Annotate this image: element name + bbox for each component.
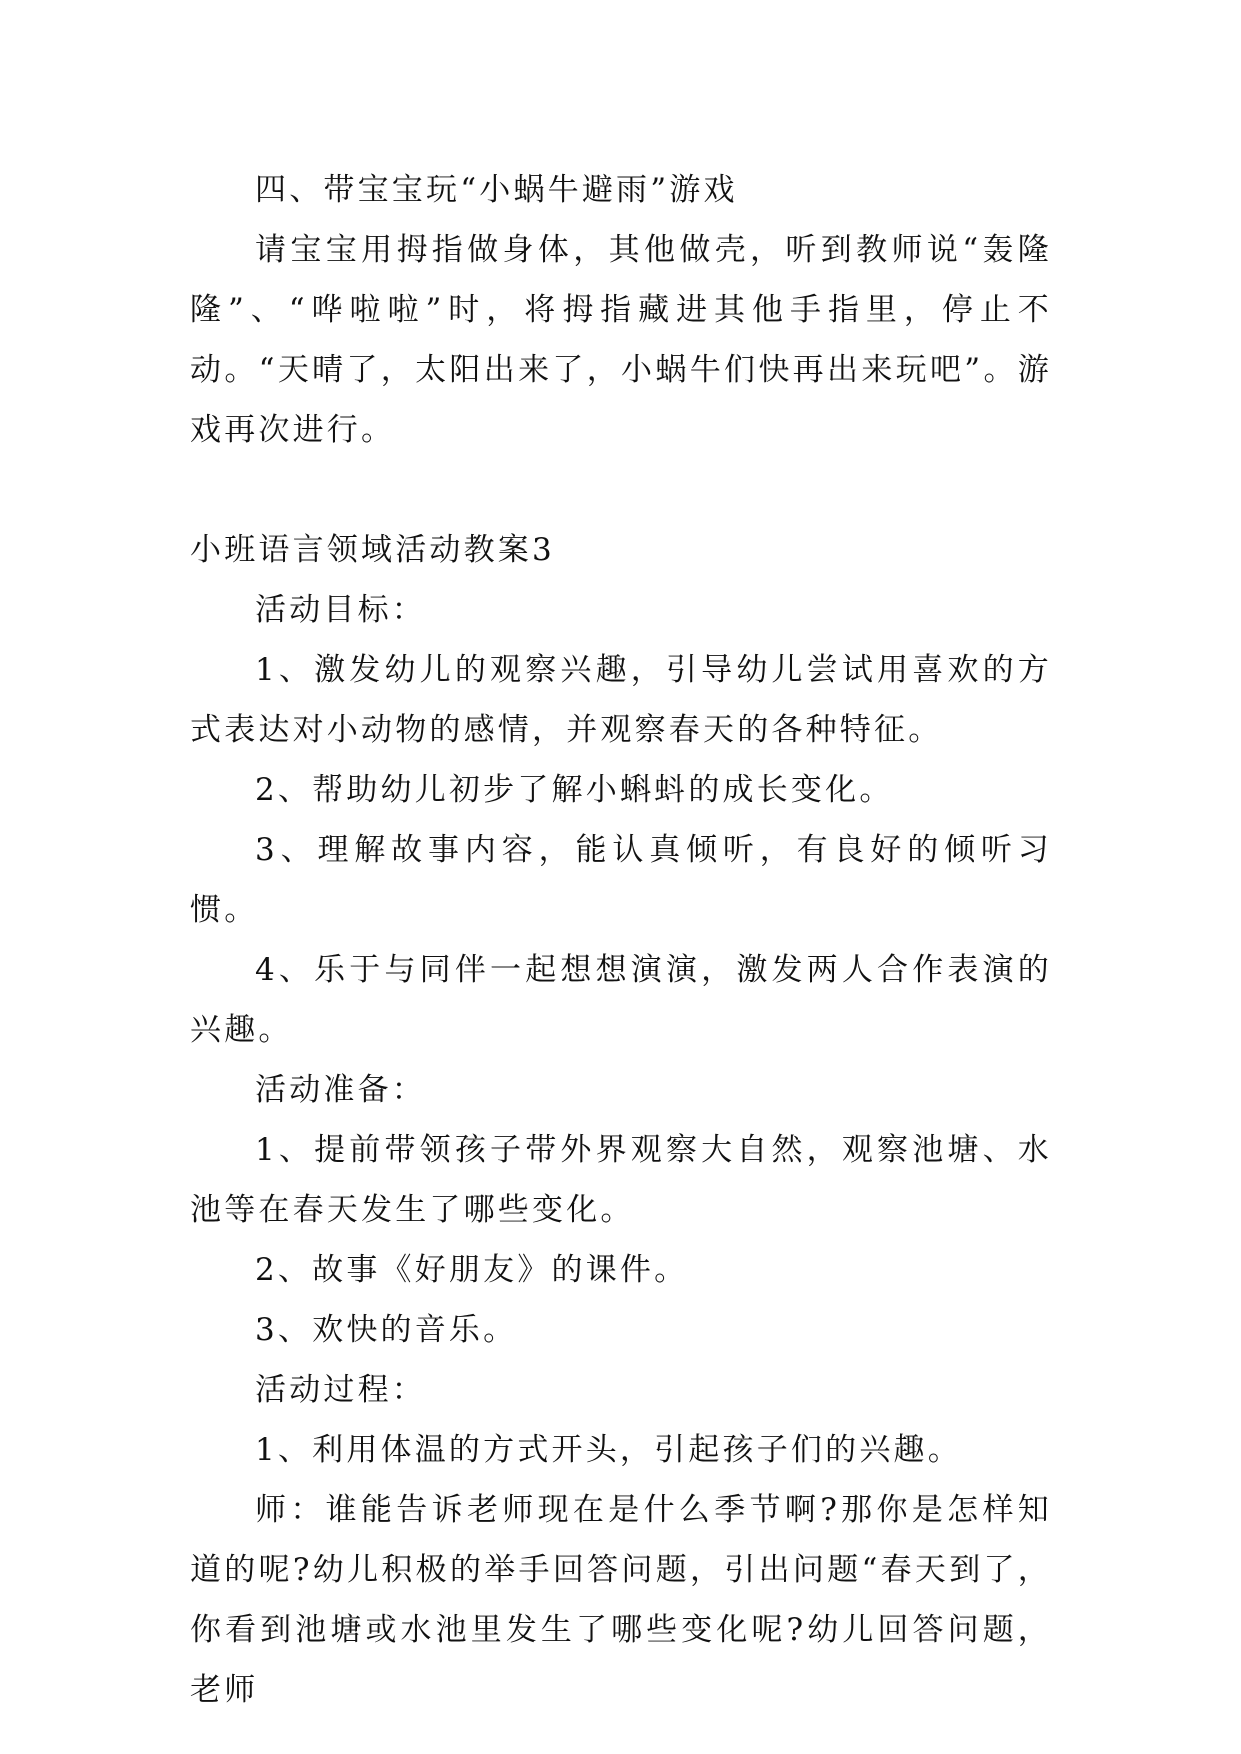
objective-item-1: 1、激发幼儿的观察兴趣，引导幼儿尝试用喜欢的方式表达对小动物的感情，并观察春天的各种特征。 xyxy=(190,652,1052,748)
section-title: 小班语言领域活动教案3 xyxy=(190,532,555,568)
process-item-1: 1、利用体温的方式开头，引起孩子们的兴趣。 xyxy=(255,1432,962,1468)
objective-item-2: 2、帮助幼儿初步了解小蝌蚪的成长变化。 xyxy=(255,772,894,808)
objective-item-4: 4、乐于与同伴一起想想演演，激发两人合作表演的兴趣。 xyxy=(190,952,1052,1048)
preparation-item-3: 3、欢快的音乐。 xyxy=(255,1312,518,1348)
game-heading: 四、带宝宝玩“小蜗牛避雨”游戏 xyxy=(255,172,738,208)
teacher-dialogue: 师：谁能告诉老师现在是什么季节啊?那你是怎样知道的呢?幼儿积极的举手回答问题，引出问题“春天到了，你看到池塘或水池里发生了哪些变化呢?幼儿回答问题，老师 xyxy=(190,1492,1052,1708)
preparation-item-1: 1、提前带领孩子带外界观察大自然，观察池塘、水池等在春天发生了哪些变化。 xyxy=(190,1132,1052,1228)
document-body xyxy=(190,160,1052,1720)
process-heading: 活动过程： xyxy=(255,1372,426,1408)
preparation-heading: 活动准备： xyxy=(255,1072,426,1108)
game-instructions: 请宝宝用拇指做身体，其他做壳，听到教师说“轰隆隆”、“哗啦啦”时，将拇指藏进其他手指里，停止不动。“天晴了，太阳出来了，小蜗牛们快再出来玩吧”。游戏再次进行。 xyxy=(190,232,1052,448)
objective-item-3: 3、理解故事内容，能认真倾听，有良好的倾听习惯。 xyxy=(190,832,1052,928)
objectives-heading: 活动目标： xyxy=(255,592,426,628)
preparation-item-2: 2、故事《好朋友》的课件。 xyxy=(255,1252,689,1288)
